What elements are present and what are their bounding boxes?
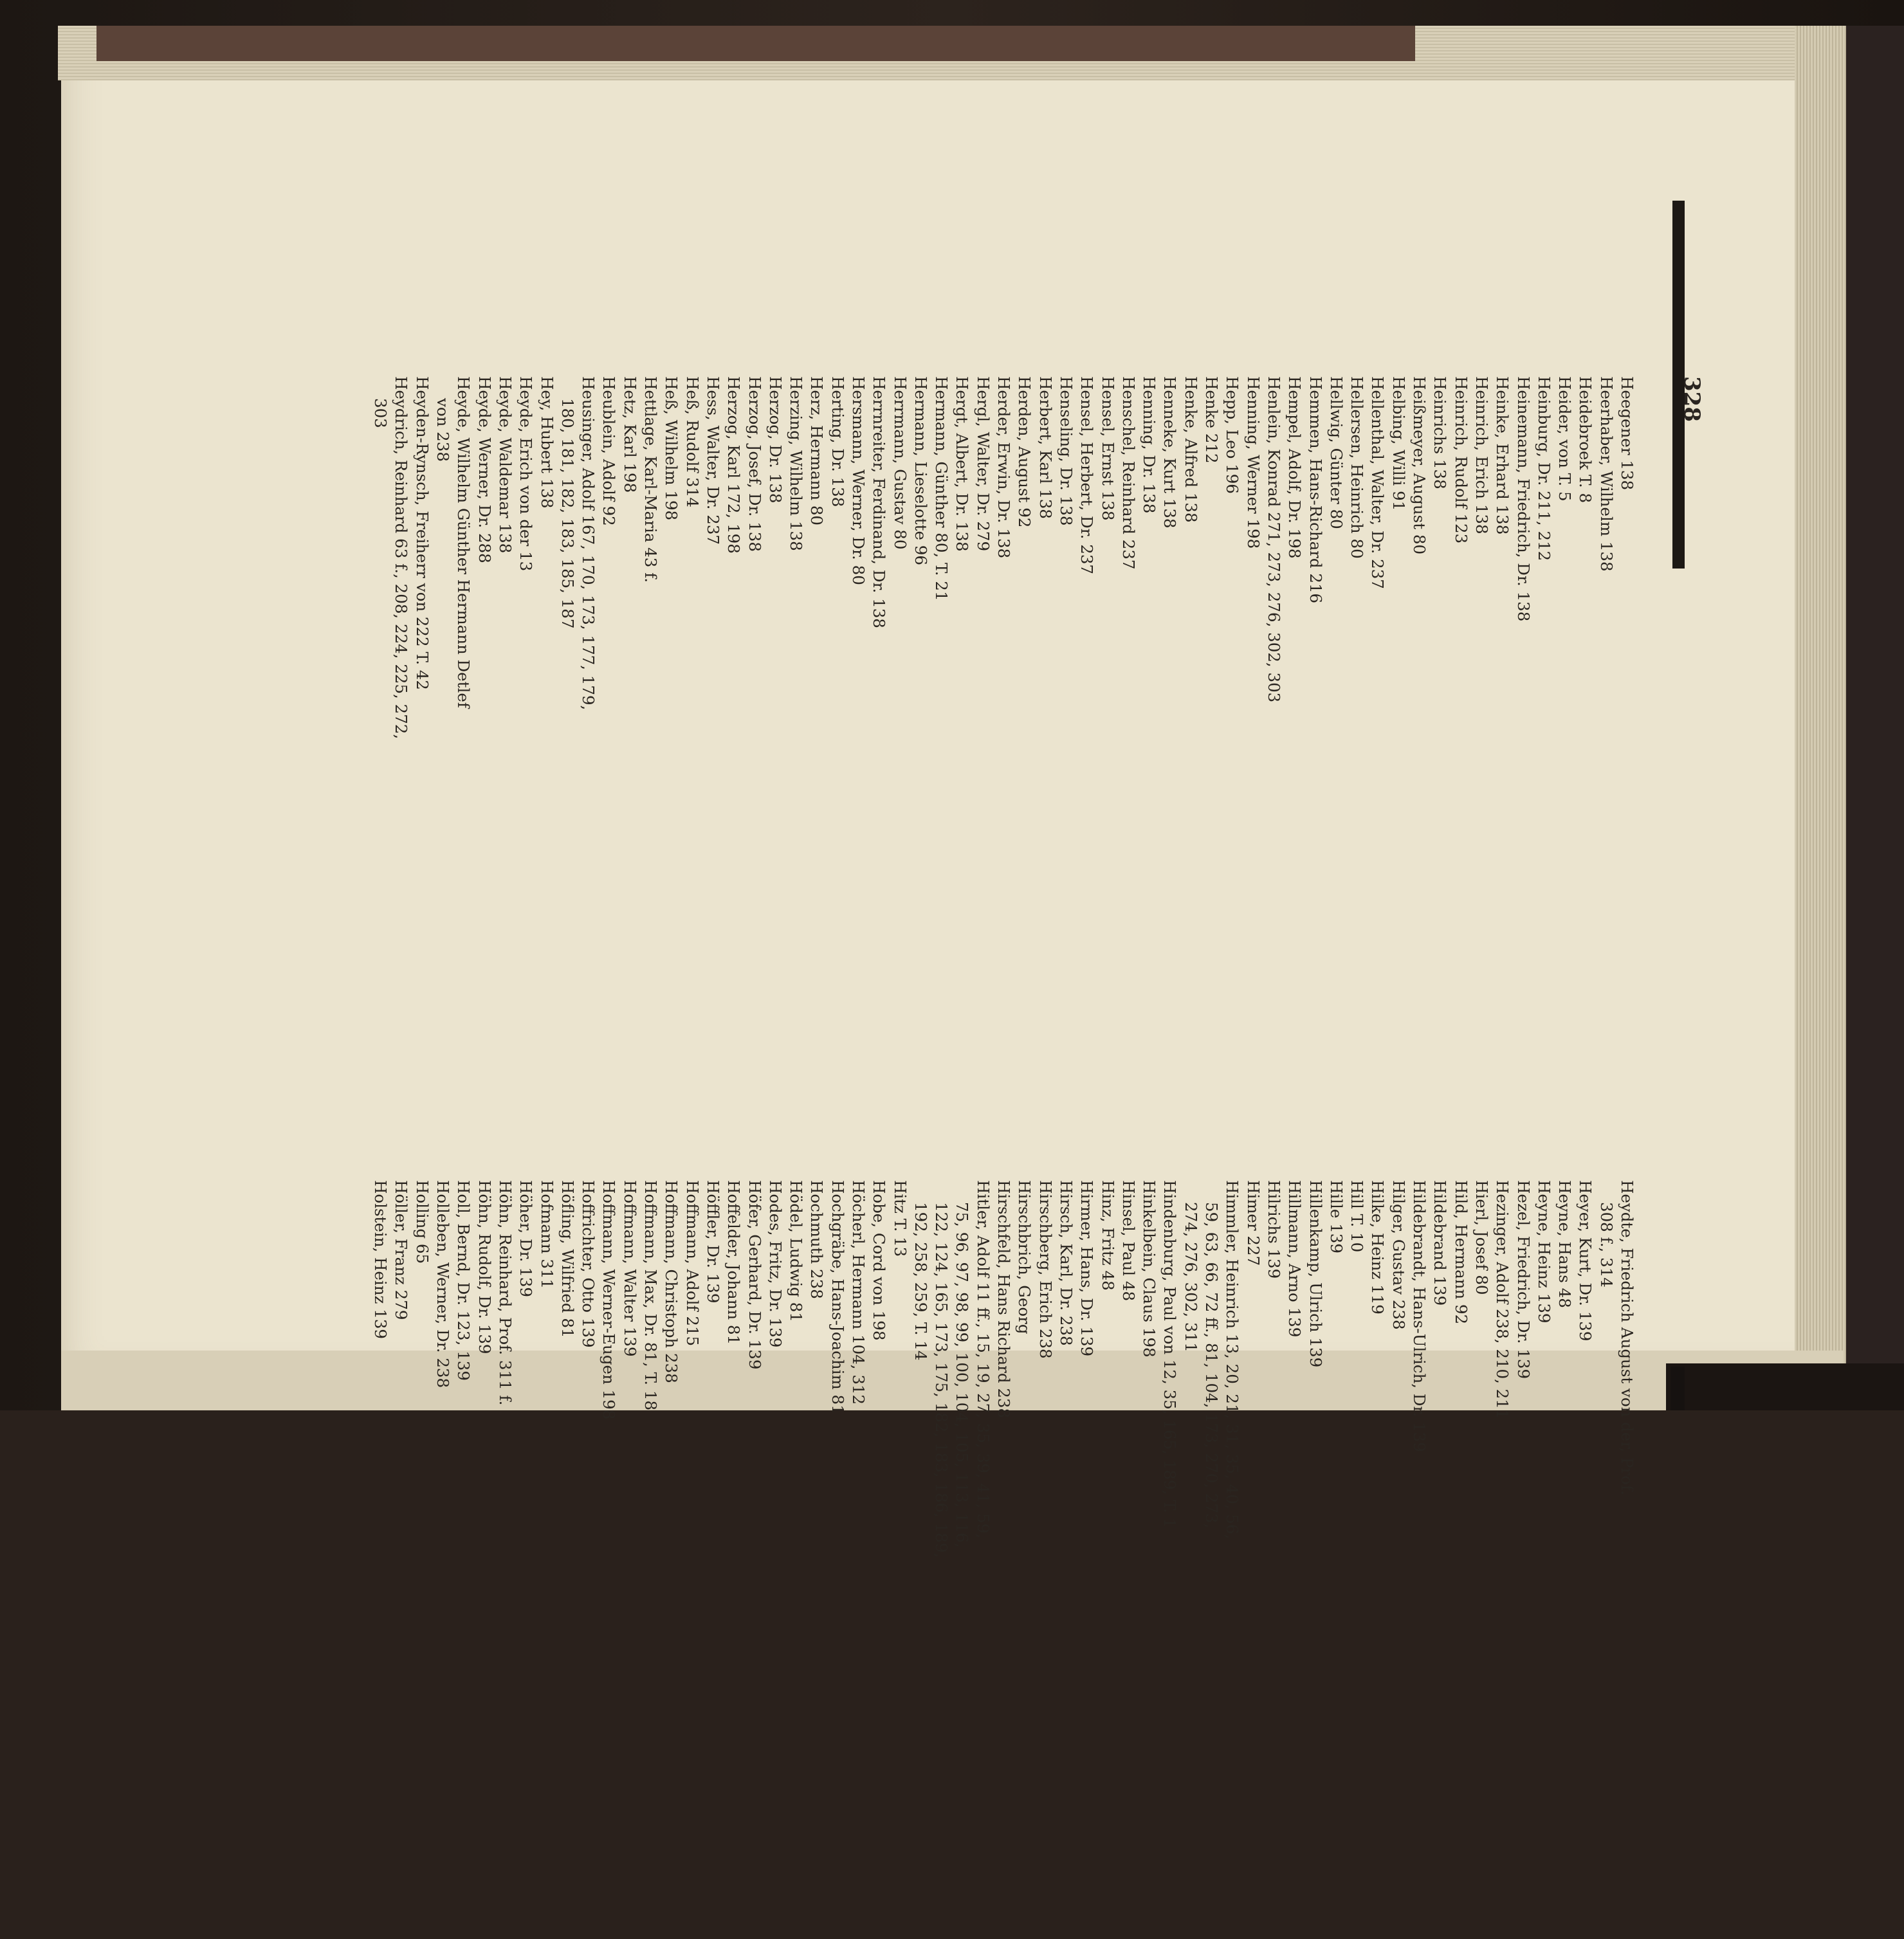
index-entry: Henning, Dr. 138 (1140, 376, 1159, 514)
index-entry: Hergl, Walter, Dr. 279 (973, 376, 993, 552)
index-entry: Höfer, Gerhard, Dr. 139 (745, 1180, 764, 1370)
index-entry: Hergt, Albert, Dr. 138 (953, 376, 972, 552)
index-entry: Hildebrand 139 (1431, 1180, 1450, 1306)
index-entry: Hinsel, Paul 48 (1119, 1180, 1138, 1302)
index-entry: Herrnreiter, Ferdinand, Dr. 138 (870, 376, 889, 628)
index-entry: Heusinger, Adolf 167, 170, 173, 177, 179, (579, 376, 598, 711)
index-entry: Heerhaber, Wilhelm 138 (1597, 376, 1616, 572)
index-entry: Hitz T. 13 (890, 1180, 910, 1257)
index-entry: Hinz, Fritz 48 (1098, 1180, 1117, 1291)
index-entry: Höller, Franz 279 (392, 1180, 411, 1320)
index-entry: Hermann, Lieselotte 96 (911, 376, 930, 565)
index-entry: Hill T. 10 (1348, 1180, 1367, 1253)
index-entry: Heydrich, Reinhard 63 f., 208, 224, 225, 272, (392, 376, 411, 740)
index-entry: Hilrichs 139 (1264, 1180, 1283, 1279)
index-entry: Herden, August 92 (1015, 376, 1034, 528)
index-entry: 308 f., 314 (1597, 1202, 1616, 1288)
index-entry: Hille 139 (1326, 1180, 1346, 1253)
index-entry: Himmler, Heinrich 13, 20, 21, 31, 35, 40, 56, (1223, 1180, 1242, 1540)
index-entry: Hensel, Ernst 138 (1098, 376, 1117, 521)
index-entry: Heyne, Hans 48 (1555, 1180, 1575, 1308)
index-entry: Herzog, Karl 172, 198 (724, 376, 744, 554)
index-entry: 180, 181, 182, 183, 185, 187 (558, 398, 577, 629)
index-entry: Heublein, Adolf 92 (600, 376, 619, 526)
index-entry: Höcherl, Hermann 104, 312 (849, 1180, 868, 1405)
index-entry: Hoffmann, Max, Dr. 81, T. 18 (641, 1180, 661, 1411)
index-entry: 59, 63, 66, 72 ff., 81, 104, 173, 270, 273, (1202, 1202, 1222, 1529)
index-entry: Hillmann, Arno 139 (1285, 1180, 1304, 1338)
index-entry: 122, 124, 165, 173, 175, 182, 183, 186, 189, (932, 1202, 951, 1558)
index-column-right (370, 1180, 1637, 1939)
index-entry: Heinemann, Friedrich, Dr. 138 (1514, 376, 1533, 622)
index-entry: Hezel, Friedrich, Dr. 139 (1514, 1180, 1533, 1379)
index-entry: Holleben, Werner, Dr. 238 (434, 1180, 453, 1388)
index-entry: Henke 212 (1202, 376, 1222, 464)
index-column-left (370, 376, 1637, 1135)
index-entry: Hild, Hermann 92 (1451, 1180, 1470, 1325)
index-entry: Heegener 138 (1618, 376, 1636, 491)
index-entry: Heinke, Erhard 138 (1493, 376, 1512, 535)
page-edges-right (1795, 26, 1846, 1383)
index-entry: Heyne, Heinz 139 (1534, 1180, 1553, 1324)
index-entry: Hoffelder, Johann 81 (724, 1180, 744, 1345)
index-entry: Henseling, Dr. 138 (1056, 376, 1076, 526)
index-entry: Heider, von T. 5 (1555, 376, 1575, 502)
index-entry: Hirsch, Karl, Dr. 238 (1056, 1180, 1076, 1346)
index-entry: Heißmeyer, August 80 (1410, 376, 1429, 555)
index-entry: Hirschfeld, Hans Richard 238 (994, 1180, 1014, 1419)
index-entry: Heyde, Wilhelm Günther Hermann Detlef (454, 376, 473, 708)
index-entry: Hildebrandt, Hans-Ulrich, Dr. 139 (1410, 1180, 1429, 1452)
index-entry: Hoffmann, Adolf 215 (682, 1180, 702, 1347)
index-entry: Hoffrichter, Otto 139 (579, 1180, 598, 1348)
index-entry: Hoffmann, Walter 139 (620, 1180, 639, 1357)
index-entry: Heyde, Erich von der 13 (517, 376, 536, 572)
index-entry: Heyde, Waldemar 138 (495, 376, 515, 554)
index-entry: Henschel, Reinhard 237 (1119, 376, 1138, 570)
index-entry: Hödel, Ludwig 81 (787, 1180, 806, 1322)
index-entry: Hoffmann, Werner-Eugen 198 (600, 1180, 619, 1420)
index-entry: Heidebroek T. 8 (1576, 376, 1595, 504)
index-entry: Höfling, Wilfried 81 (558, 1180, 577, 1338)
index-entry: Herder, Erwin, Dr. 138 (994, 376, 1014, 559)
index-entry: Holl, Bernd, Dr. 123, 139 (454, 1180, 473, 1381)
index-entry: Hobe, Cord von 198 (870, 1180, 889, 1341)
index-entry: Hetz, Karl 198 (620, 376, 639, 493)
index-entry: Heydte, Friedrich August von der, Prof. (1618, 1180, 1636, 1495)
index-entry: Heß, Rudolf 314 (682, 376, 702, 507)
index-entry: Hezinger, Adolf 238, 210, 211 (1493, 1180, 1512, 1419)
index-entry: Hitler, Adolf 11 ff., 15, 19, 27, 35, 39, 41, 59, (973, 1180, 993, 1539)
index-entry: Helbing, Willi 91 (1389, 376, 1408, 511)
index-entry: Hermann, Günther 80, T. 21 (932, 376, 951, 601)
index-entry: Heyden-Rynsch, Freiherr von 222 T. 42 (412, 376, 432, 690)
index-entry: Hirmer, Hans, Dr. 139 (1077, 1180, 1097, 1357)
index-entry: Heyde, Werner, Dr. 288 (475, 376, 494, 563)
index-entry: Heinrich, Rudolf 123 (1451, 376, 1470, 544)
index-entry: Hey, Hubert 138 (537, 376, 556, 509)
index-entry: Hodes, Fritz, Dr. 139 (765, 1180, 785, 1348)
index-entry: Heinrich, Erich 138 (1472, 376, 1491, 534)
index-entry: Höffler, Dr. 139 (703, 1180, 722, 1304)
index-entry: Hilke, Heinz 119 (1368, 1180, 1387, 1315)
index-entry: Heinrichs 138 (1431, 376, 1450, 489)
index-entry: Hochmuth 238 (807, 1180, 827, 1299)
index-entry: Herz, Hermann 80 (807, 376, 827, 525)
index-entry: Hepp, Leo 196 (1223, 376, 1242, 494)
index-entry: Henneke, Kurt 138 (1160, 376, 1180, 529)
index-entry: Heinburg, Dr. 211, 212 (1534, 376, 1553, 561)
index-entry: Herrmann, Gustav 80 (890, 376, 910, 550)
index-entry: Höher, Dr. 139 (517, 1180, 536, 1297)
index-entry: Hettlage, Karl-Maria 43 f. (641, 376, 661, 583)
index-entry: Hinkelbein, Claus 198 (1140, 1180, 1159, 1358)
index-entry: Heß, Wilhelm 198 (662, 376, 681, 521)
index-entry: Hillenkamp, Ulrich 139 (1306, 1180, 1325, 1368)
index-entry: Hierl, Josef 80 (1472, 1180, 1491, 1295)
index-entry: Henning, Werner 198 (1243, 376, 1263, 549)
index-entry: Hilger, Gustav 238 (1389, 1180, 1408, 1330)
index-entry: Hemmen, Hans-Richard 216 (1306, 376, 1325, 604)
index-entry: Hensel, Herbert, Dr. 237 (1077, 376, 1097, 575)
index-entry: Herzing, Wilhelm 138 (787, 376, 806, 551)
index-page-content (71, 357, 1705, 1558)
index-entry: Hofmann 311 (537, 1180, 556, 1289)
index-entry: Hempel, Adolf, Dr. 198 (1285, 376, 1304, 559)
book-cover-edge (1846, 26, 1904, 1383)
index-entry: Hindenburg, Paul von 12, 35, 165, 189, T. 1 (1160, 1180, 1180, 1529)
index-entry: Holstein, Heinz 139 (371, 1180, 390, 1339)
index-entry: Hellenthal, Walter, Dr. 237 (1368, 376, 1387, 589)
index-entry: Hess, Walter, Dr. 237 (703, 376, 722, 545)
index-entry: Henke, Alfred 138 (1181, 376, 1200, 523)
index-entry: Himer 227 (1243, 1180, 1263, 1266)
index-entry: Holling 65 (412, 1180, 432, 1264)
index-entry: Hirschbrich, Georg (1015, 1180, 1034, 1334)
page-number: 328 (1679, 376, 1705, 422)
index-entry: Herzog, Josef, Dr. 138 (745, 376, 764, 552)
index-entry: Henlein, Konrad 271, 273, 276, 302, 303 (1264, 376, 1283, 703)
index-entry: Höhn, Rudolf, Dr. 139 (475, 1180, 494, 1354)
index-entry: Hochgräbe, Hans-Joachim 81 (828, 1180, 847, 1415)
index-entry: Herbert, Karl 138 (1036, 376, 1055, 519)
index-entry: Hirschberg, Erich 238 (1036, 1180, 1055, 1359)
index-entry: 303 (371, 398, 390, 428)
index-entry: 274, 276, 302, 311 (1181, 1202, 1200, 1352)
index-entry: Herzog, Dr. 138 (765, 376, 785, 504)
index-entry: von 238 (434, 398, 453, 462)
book-cover-top (96, 26, 1415, 61)
index-entry: Hellersen, Heinrich 80 (1348, 376, 1367, 559)
index-entry: Hersmann, Werner, Dr. 80 (849, 376, 868, 585)
index-entry: 192, 258, 259, T. 14 (911, 1202, 930, 1361)
index-entry: Heyer, Kurt, Dr. 139 (1576, 1180, 1595, 1342)
index-entry: Herting, Dr. 138 (828, 376, 847, 507)
index-entry: Höhn, Reinhard, Prof. 311 f. (495, 1180, 515, 1406)
index-entry: Hoffmann, Christoph 238 (662, 1180, 681, 1383)
index-entry: 75, 96, 97, 98, 99, 100, 104, 105, 113, 116, (953, 1202, 972, 1548)
index-entry: Hellwig, Günter 80 (1326, 376, 1346, 529)
